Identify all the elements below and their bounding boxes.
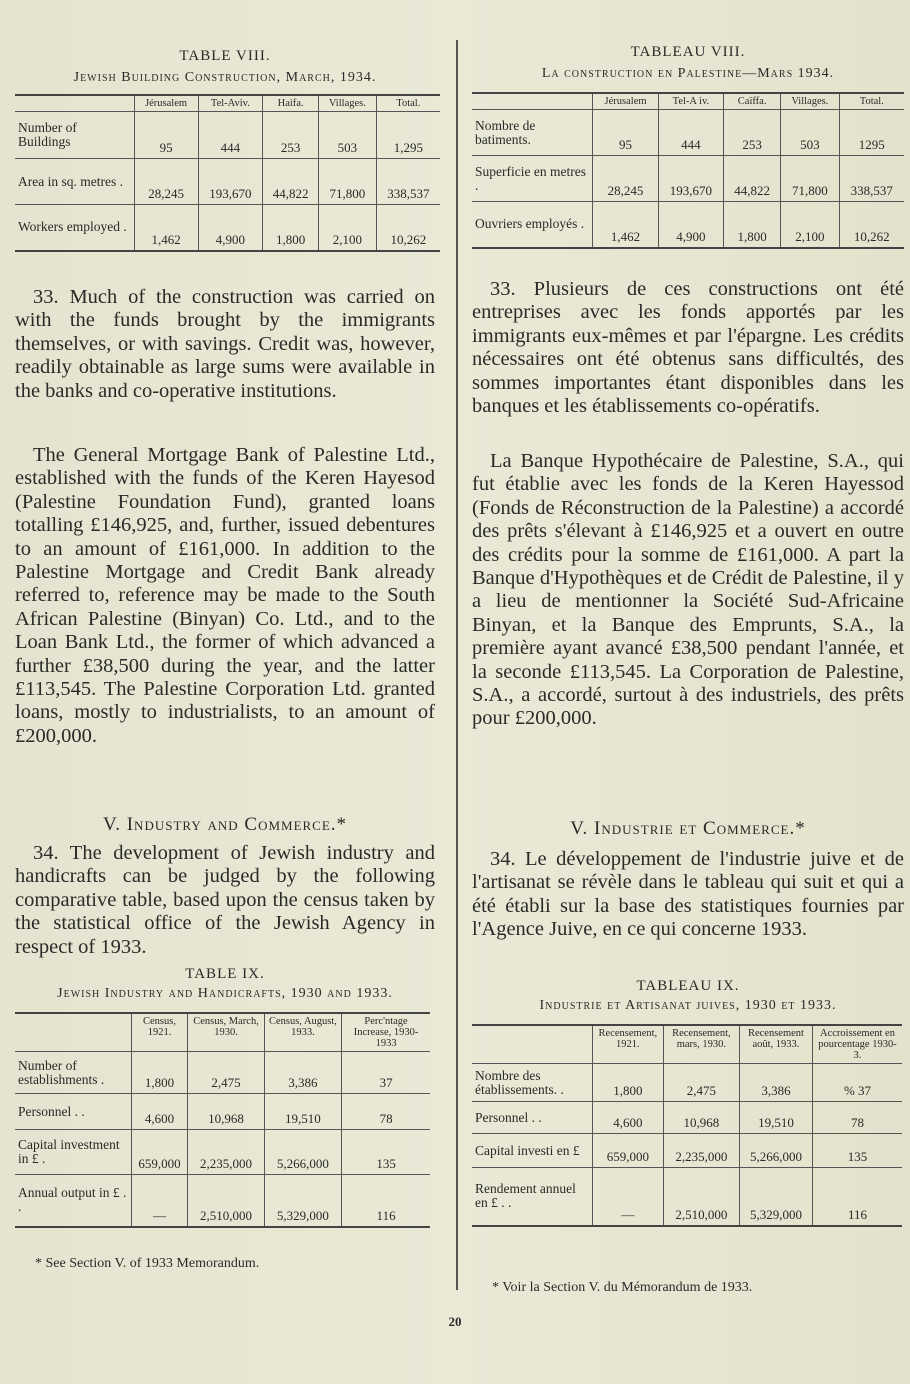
table-row [15,205,440,251]
table-row [472,1134,902,1168]
table-cell: 78 [812,1102,902,1134]
paragraph-33: 33. Plusieurs de ces constructions ont été entreprises avec les fonds apportés par les immigrants eux-mêmes et par l'épargne. Les crédits nécessaires ont été obtenus sans difficultés, des sommes importantes étant disponibles dans les banques et les établissements co-opératifs. [472,278,904,418]
table-cell: 193,670 [198,159,262,205]
table8-title: TABLEAU VIII. [630,44,746,60]
table-cell: 193,670 [658,156,724,202]
column-header: Haifa. [263,95,319,112]
column-header: Jérusalem [134,95,198,112]
table-row [472,1102,902,1134]
column-header [15,1013,131,1052]
row-label: Number of establishments . [15,1052,131,1094]
table-cell: 253 [724,110,781,156]
table-cell: 2,475 [188,1052,264,1094]
table8-subtitle: La construction en Palestine—Mars 1934. [541,66,835,81]
table-cell: % 37 [812,1064,902,1102]
row-label: Personnel . . [472,1102,592,1134]
table-cell: 28,245 [134,159,198,205]
table8 [472,92,904,249]
table8-title: TABLE VIII. [179,48,271,64]
column-header: Villages. [319,95,377,112]
table-cell: 135 [342,1130,430,1175]
row-label: Nombre de batiments. [472,110,593,156]
paragraph-33-continued: The General Mortgage Bank of Palestine Ltd., established with the funds of the Keren Hayesod (Palestine Foundation Fund), granted loans totalling £146,925, and, further, issued debentures to an amount of £161,000. In addition to the Palestine Mortgage and Credit Bank already referred to, reference may be made to the South African Palestine (Binyan) Co. Ltd., and to the Loan Bank Ltd., the former of which advanced a further £38,500 during the year, and the latter £113,545. The Palestine Corporation Ltd. granted loans, mostly to industrialists, to an amount of £200,000. [15,444,435,747]
table-cell: 2,100 [319,205,377,251]
table9-subtitle: Jewish Industry and Handicrafts, 1930 and 1933. [57,986,393,1001]
table-cell: 71,800 [319,159,377,205]
paragraph-33: 33. Much of the construction was carried on with the funds brought by the immigrants themselves, or with savings. Credit was, however, readily obtainable as large sums were available in the banks and co-operative institutions. [15,286,435,402]
row-label: Personnel . . [15,1094,131,1130]
column-header: Census, March, 1930. [188,1013,264,1052]
page-number: 20 [448,1314,462,1329]
header-row [15,95,440,112]
table-cell: 10,968 [663,1102,739,1134]
column-header [472,93,593,110]
table-cell: 2,475 [663,1064,739,1102]
row-label: Area in sq. metres . [15,159,134,205]
column-divider [456,40,458,1290]
table-cell: 10,262 [376,205,440,251]
table-cell: 3,386 [264,1052,341,1094]
row-label: Ouvriers employés . [472,202,593,248]
table-cell: 19,510 [739,1102,812,1134]
paragraph-33-continued: La Banque Hypothécaire de Palestine, S.A., qui fut établie avec les fonds de la Keren Hayessod (Fonds de Réconstruction de la Palestine) a accordé des prêts s'élevant à £146,925 et a ouvert en outre des crédits pour la somme de £161,000. A part la Banque d'Hypothèques et de Crédit de Palestine, il y a lieu de mentionner la Société Sud-Africaine Binyan, et la Banque des Emprunts, S.A., la première ayant avancé £38,500 pendant l'année, et la seconde £113,545. La Corporation de Palestine, S.A., a accordé, surtout à des industriels, des prêts pour £200,000. [472,450,904,730]
table8-subtitle: Jewish Building Construction, March, 1934. [73,70,377,85]
table-cell: 338,537 [839,156,904,202]
table-cell: 1,800 [724,202,781,248]
table-cell: 71,800 [781,156,840,202]
column-header: Census, August, 1933. [264,1013,341,1052]
table-cell: 5,329,000 [264,1175,341,1227]
table-cell: 37 [342,1052,430,1094]
row-label: Capital investi en £ [472,1134,592,1168]
section-heading: V. Industrie et Commerce.* [570,818,806,839]
table9-title: TABLEAU IX. [636,978,740,994]
table-row [15,1130,430,1175]
table-cell: 503 [781,110,840,156]
table-row [472,202,904,248]
column-header [472,1025,592,1064]
table-cell: 10,262 [839,202,904,248]
column-header: Perc'ntage Increase, 1930-1933 [342,1013,430,1052]
table-cell: 116 [342,1175,430,1227]
table-cell: — [131,1175,188,1227]
table-cell: 78 [342,1094,430,1130]
paragraph-34: 34. The development of Jewish industry and handicrafts can be judged by the following comparative table, based upon the census taken by the statistical office of the Jewish Agency in respect of 1933. [15,842,435,958]
table-cell: 444 [198,112,262,159]
table-cell: 2,235,000 [188,1130,264,1175]
header-row [472,1025,902,1064]
header-row [15,1013,430,1052]
paragraph-34: 34. Le développement de l'industrie juive et de l'artisanat se révèle dans le tableau qui suit et qui a été établi sur la base des statistiques fournies par l'Agence Juive, en ce qui concerne 1933. [472,848,904,941]
table-cell: 4,900 [198,205,262,251]
table-cell: 659,000 [131,1130,188,1175]
table-cell: 4,600 [592,1102,663,1134]
table-cell: 1,462 [134,205,198,251]
column-header: Census, 1921. [131,1013,188,1052]
column-header: Tel-A iv. [658,93,724,110]
table-cell: 28,245 [593,156,658,202]
table-cell: — [592,1168,663,1226]
column-header: Recensement, 1921. [592,1025,663,1064]
table-cell: 44,822 [724,156,781,202]
table-cell: 19,510 [264,1094,341,1130]
table-cell: 95 [593,110,658,156]
table-cell: 10,968 [188,1094,264,1130]
table9 [15,1012,430,1228]
column-header: Jérusalem [593,93,658,110]
row-label: Capital investment in £ . [15,1130,131,1175]
row-label: Nombre des établissements. . [472,1064,592,1102]
column-header: Total. [376,95,440,112]
row-label: Annual output in £ . . [15,1175,131,1227]
table-cell: 4,600 [131,1094,188,1130]
table-row [15,1052,430,1094]
column-header: Tel-Aviv. [198,95,262,112]
table-cell: 44,822 [263,159,319,205]
table-cell: 5,266,000 [264,1130,341,1175]
table-cell: 1,800 [592,1064,663,1102]
section-heading: V. Industry and Commerce.* [102,814,348,835]
footnote: * Voir la Section V. du Mémorandum de 1933. [492,1280,753,1295]
table-cell: 5,329,000 [739,1168,812,1226]
table-cell: 1,295 [376,112,440,159]
table8 [15,94,440,252]
column-header: Accroissement en pourcentage 1930-3. [812,1025,902,1064]
table-cell: 3,386 [739,1064,812,1102]
table9-title: TABLE IX. [185,966,265,982]
table-cell: 1295 [839,110,904,156]
table-row [472,110,904,156]
table-cell: 2,510,000 [188,1175,264,1227]
table-cell: 444 [658,110,724,156]
table9-subtitle: Industrie et Artisanat juives, 1930 et 1933. [539,998,837,1013]
table-cell: 1,462 [593,202,658,248]
table-row [15,159,440,205]
table9 [472,1024,902,1227]
table-row [15,1175,430,1227]
table-cell: 2,100 [781,202,840,248]
table-cell: 2,235,000 [663,1134,739,1168]
table-row [472,1168,902,1226]
header-row [472,93,904,110]
table-cell: 503 [319,112,377,159]
table-cell: 116 [812,1168,902,1226]
table-cell: 1,800 [131,1052,188,1094]
table-row [472,1064,902,1102]
column-header [15,95,134,112]
column-header: Recensement, mars, 1930. [663,1025,739,1064]
table-row [15,1094,430,1130]
column-header: Recensement août, 1933. [739,1025,812,1064]
column-header: Villages. [781,93,840,110]
row-label: Rendement annuel en £ . . [472,1168,592,1226]
table-cell: 253 [263,112,319,159]
row-label: Number of Buildings [15,112,134,159]
column-header: Caïffa. [724,93,781,110]
table-cell: 338,537 [376,159,440,205]
column-header: Total. [839,93,904,110]
footnote: * See Section V. of 1933 Memorandum. [35,1256,260,1271]
row-label: Superficie en metres . [472,156,593,202]
table-cell: 135 [812,1134,902,1168]
row-label: Workers employed . [15,205,134,251]
table-cell: 1,800 [263,205,319,251]
table-row [472,156,904,202]
table-cell: 2,510,000 [663,1168,739,1226]
table-cell: 5,266,000 [739,1134,812,1168]
table-cell: 4,900 [658,202,724,248]
table-row [15,112,440,159]
table-cell: 95 [134,112,198,159]
table-cell: 659,000 [592,1134,663,1168]
